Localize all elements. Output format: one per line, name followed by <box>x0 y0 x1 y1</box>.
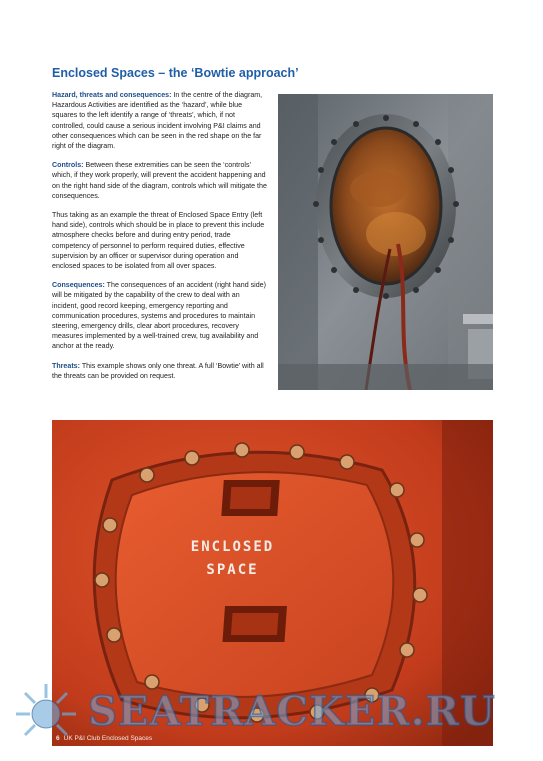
paragraph-example <box>52 210 268 271</box>
paragraph-lead: Threats: <box>52 361 80 370</box>
hatch-label-line2: SPACE <box>206 562 259 578</box>
paragraph-text: This example shows only one threat. A full ‘Bowtie’ with all the threats can be provided on request. <box>52 361 264 380</box>
paragraph-lead: Hazard, threats and consequences: <box>52 91 172 99</box>
hatch-label-line1: ENCLOSED <box>190 539 275 555</box>
publication-name: UK P&I Club Enclosed Spaces <box>63 735 153 742</box>
paragraph-threats <box>52 361 268 381</box>
paragraph-lead: Consequences: <box>52 281 105 290</box>
paragraph-hazard <box>52 90 268 151</box>
body-text <box>52 90 268 390</box>
page-title: Enclosed Spaces – the ‘Bowtie approach’ <box>52 66 299 80</box>
paragraph-text: The consequences of an accident (right hand side) will be mitigated by the capability of the crew to deal with an incident, good record keeping, emergency reporting and communication procedures, systems and procedures to maintain steering, emergency drills, clear abort procedures, recovery measures implemented by a well-trained crew, tug availability and anchor at the ready. <box>52 281 266 351</box>
paragraph-text: Between these extremities can be seen the ‘controls’ which, if they work properly, will prevent the accident happening and on the right hand side of the diagram, controls which will mitigate the consequences. <box>52 161 267 200</box>
watermark-text: SEATRACKER.RU <box>88 688 496 735</box>
page-footer <box>56 735 152 742</box>
page-number: 6 <box>56 735 60 742</box>
porthole-photo <box>278 94 493 390</box>
paragraph-controls <box>52 160 268 201</box>
paragraph-text: In the centre of the diagram, Hazardous Activities are identified as the ‘hazard’, while blue squares to the left identify a range of ‘threats’, which, if not controlled, could cause a serious incident involving P&I claims and other consequences which can be seen in the red shape on the far right of the diagram. <box>52 91 263 151</box>
paragraph-lead: Controls: <box>52 161 84 170</box>
paragraph-text: Thus taking as an example the threat of Enclosed Space Entry (left hand side), controls which should be in place to prevent this include atmosphere checks before and during entry period, trade competency of personnel to perform required duties, effective supervision by an officer or supervisor during operation and enclosed spaces to be isolated from all over spaces. <box>52 211 265 271</box>
paragraph-consequences <box>52 280 268 351</box>
